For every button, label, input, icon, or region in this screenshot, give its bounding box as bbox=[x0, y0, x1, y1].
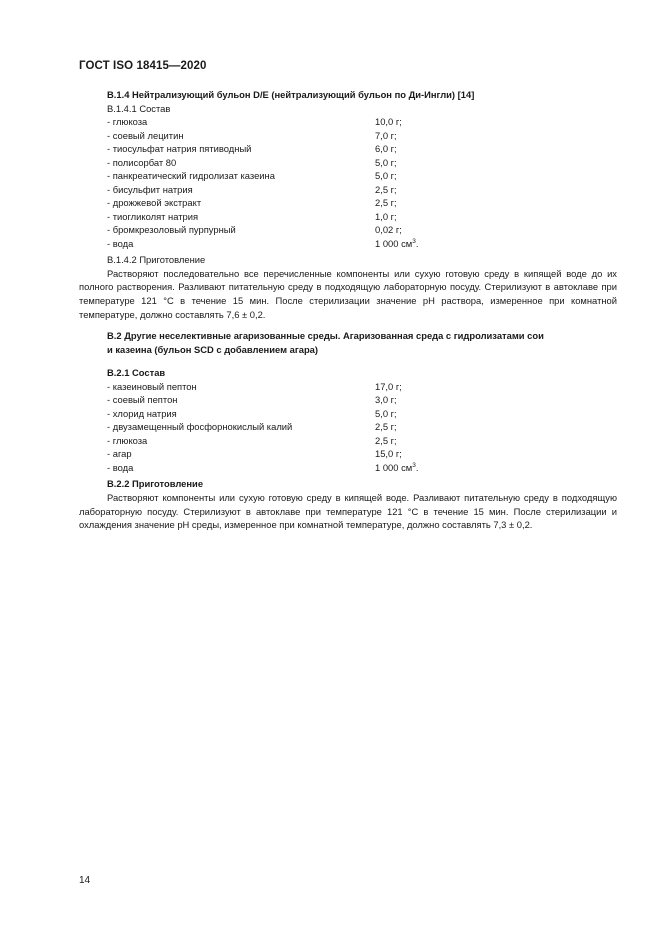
ingredient-name: - глюкоза bbox=[107, 434, 148, 446]
composition-list-b141 bbox=[79, 115, 617, 250]
list-item bbox=[79, 420, 617, 434]
ingredient-name: - бромкрезоловый пурпурный bbox=[107, 224, 236, 236]
list-item bbox=[79, 447, 617, 461]
list-item bbox=[79, 210, 617, 224]
amount-value: 1 000 см bbox=[375, 461, 413, 473]
preparation-text-b22: Растворяют компоненты или сухую готовую среду в кипящей воде. Разливают питательную среду в подходящую лабораторную посуду. Стерилизуют в автоклаве при температуре 121 °С в течение 15 мин. После стерилизации и охлаждения значение pH среды, измеренное при комнатной температуре, должно составлять 7,3 ± 0,2. bbox=[79, 492, 617, 531]
ingredient-amount bbox=[375, 237, 418, 251]
subsection-title-b141: В.1.4.1 Состав bbox=[107, 102, 171, 114]
list-item bbox=[79, 196, 617, 210]
ingredient-amount: 2,5 г; bbox=[375, 434, 397, 446]
ingredient-name: - двузамещенный фосфорнокислый калий bbox=[107, 421, 293, 433]
subsection-title-b22: В.2.2 Приготовление bbox=[107, 478, 204, 490]
list-item bbox=[79, 115, 617, 129]
list-item bbox=[79, 237, 617, 251]
list-item bbox=[79, 461, 617, 475]
ingredient-amount: 17,0 г; bbox=[375, 380, 402, 392]
ingredient-amount: 5,0 г; bbox=[375, 407, 397, 419]
amount-superscript: 3 bbox=[412, 461, 416, 469]
ingredient-name: - панкреатический гидролизат казеина bbox=[107, 170, 275, 182]
amount-tail: . bbox=[415, 237, 419, 249]
ingredient-amount: 6,0 г; bbox=[375, 143, 397, 155]
subsection-title-b142: В.1.4.2 Приготовление bbox=[107, 254, 206, 266]
list-item bbox=[79, 380, 617, 394]
ingredient-name: - казеиновый пептон bbox=[107, 380, 197, 392]
ingredient-amount: 7,0 г; bbox=[375, 129, 397, 141]
document-header: ГОСТ ISO 18415—2020 bbox=[79, 60, 207, 72]
list-item bbox=[79, 407, 617, 421]
list-item bbox=[79, 156, 617, 170]
ingredient-name: - полисорбат 80 bbox=[107, 156, 177, 168]
ingredient-amount: 2,5 г; bbox=[375, 197, 397, 209]
ingredient-name: - хлорид натрия bbox=[107, 407, 177, 419]
ingredient-amount bbox=[375, 461, 418, 475]
section-title-b14: В.1.4 Нейтрализующий бульон D/E (нейтрализующий бульон по Ди-Ингли) [14] bbox=[107, 89, 475, 100]
ingredient-name: - вода bbox=[107, 237, 134, 249]
ingredient-name: - бисульфит натрия bbox=[107, 183, 193, 195]
list-item bbox=[79, 223, 617, 237]
list-item bbox=[79, 142, 617, 156]
ingredient-amount: 5,0 г; bbox=[375, 170, 397, 182]
list-item bbox=[79, 129, 617, 143]
ingredient-amount: 2,5 г; bbox=[375, 183, 397, 195]
page-number: 14 bbox=[79, 875, 91, 886]
amount-tail: . bbox=[415, 461, 419, 473]
section-title-b2-line1: В.2 Другие неселективные агаризованные среды. Агаризованная среда с гидролизатами сои bbox=[107, 330, 544, 342]
ingredient-name: - тиогликолят натрия bbox=[107, 210, 199, 222]
section-title-b2-line2: и казеина (бульон SCD с добавлением агара) bbox=[107, 343, 319, 355]
preparation-text-b142: Растворяют последовательно все перечисленные компоненты или сухую готовую среду в кипящей воде до их полного растворения. Разливают питательную среду в подходящую лабораторную посуду. Стерилизуют в автоклаве при температуре 121 °С в течение 15 мин. После стерилизации значение pH раствора, измеренное при комнатной температуре, должно составлять 7,6 ± 0,2. bbox=[79, 267, 617, 320]
amount-value: 1 000 см bbox=[375, 237, 413, 249]
ingredient-name: - соевый лецитин bbox=[107, 129, 184, 141]
ingredient-amount: 1,0 г; bbox=[375, 210, 397, 222]
ingredient-name: - вода bbox=[107, 461, 134, 473]
list-item bbox=[79, 183, 617, 197]
ingredient-amount: 3,0 г; bbox=[375, 394, 397, 406]
amount-superscript: 3 bbox=[412, 237, 416, 245]
ingredient-amount: 5,0 г; bbox=[375, 156, 397, 168]
list-item bbox=[79, 393, 617, 407]
ingredient-name: - агар bbox=[107, 448, 132, 460]
list-item bbox=[79, 169, 617, 183]
ingredient-amount: 10,0 г; bbox=[375, 116, 402, 128]
ingredient-amount: 2,5 г; bbox=[375, 421, 397, 433]
ingredient-amount: 15,0 г; bbox=[375, 448, 402, 460]
ingredient-name: - тиосульфат натрия пятиводный bbox=[107, 143, 252, 155]
page-content bbox=[79, 88, 617, 532]
ingredient-name: - дрожжевой экстракт bbox=[107, 197, 202, 209]
list-item bbox=[79, 434, 617, 448]
ingredient-name: - глюкоза bbox=[107, 116, 148, 128]
ingredient-name: - соевый пептон bbox=[107, 394, 178, 406]
composition-list-b21 bbox=[79, 380, 617, 475]
ingredient-amount: 0,02 г; bbox=[375, 224, 402, 236]
subsection-title-b21: В.2.1 Состав bbox=[107, 367, 166, 379]
